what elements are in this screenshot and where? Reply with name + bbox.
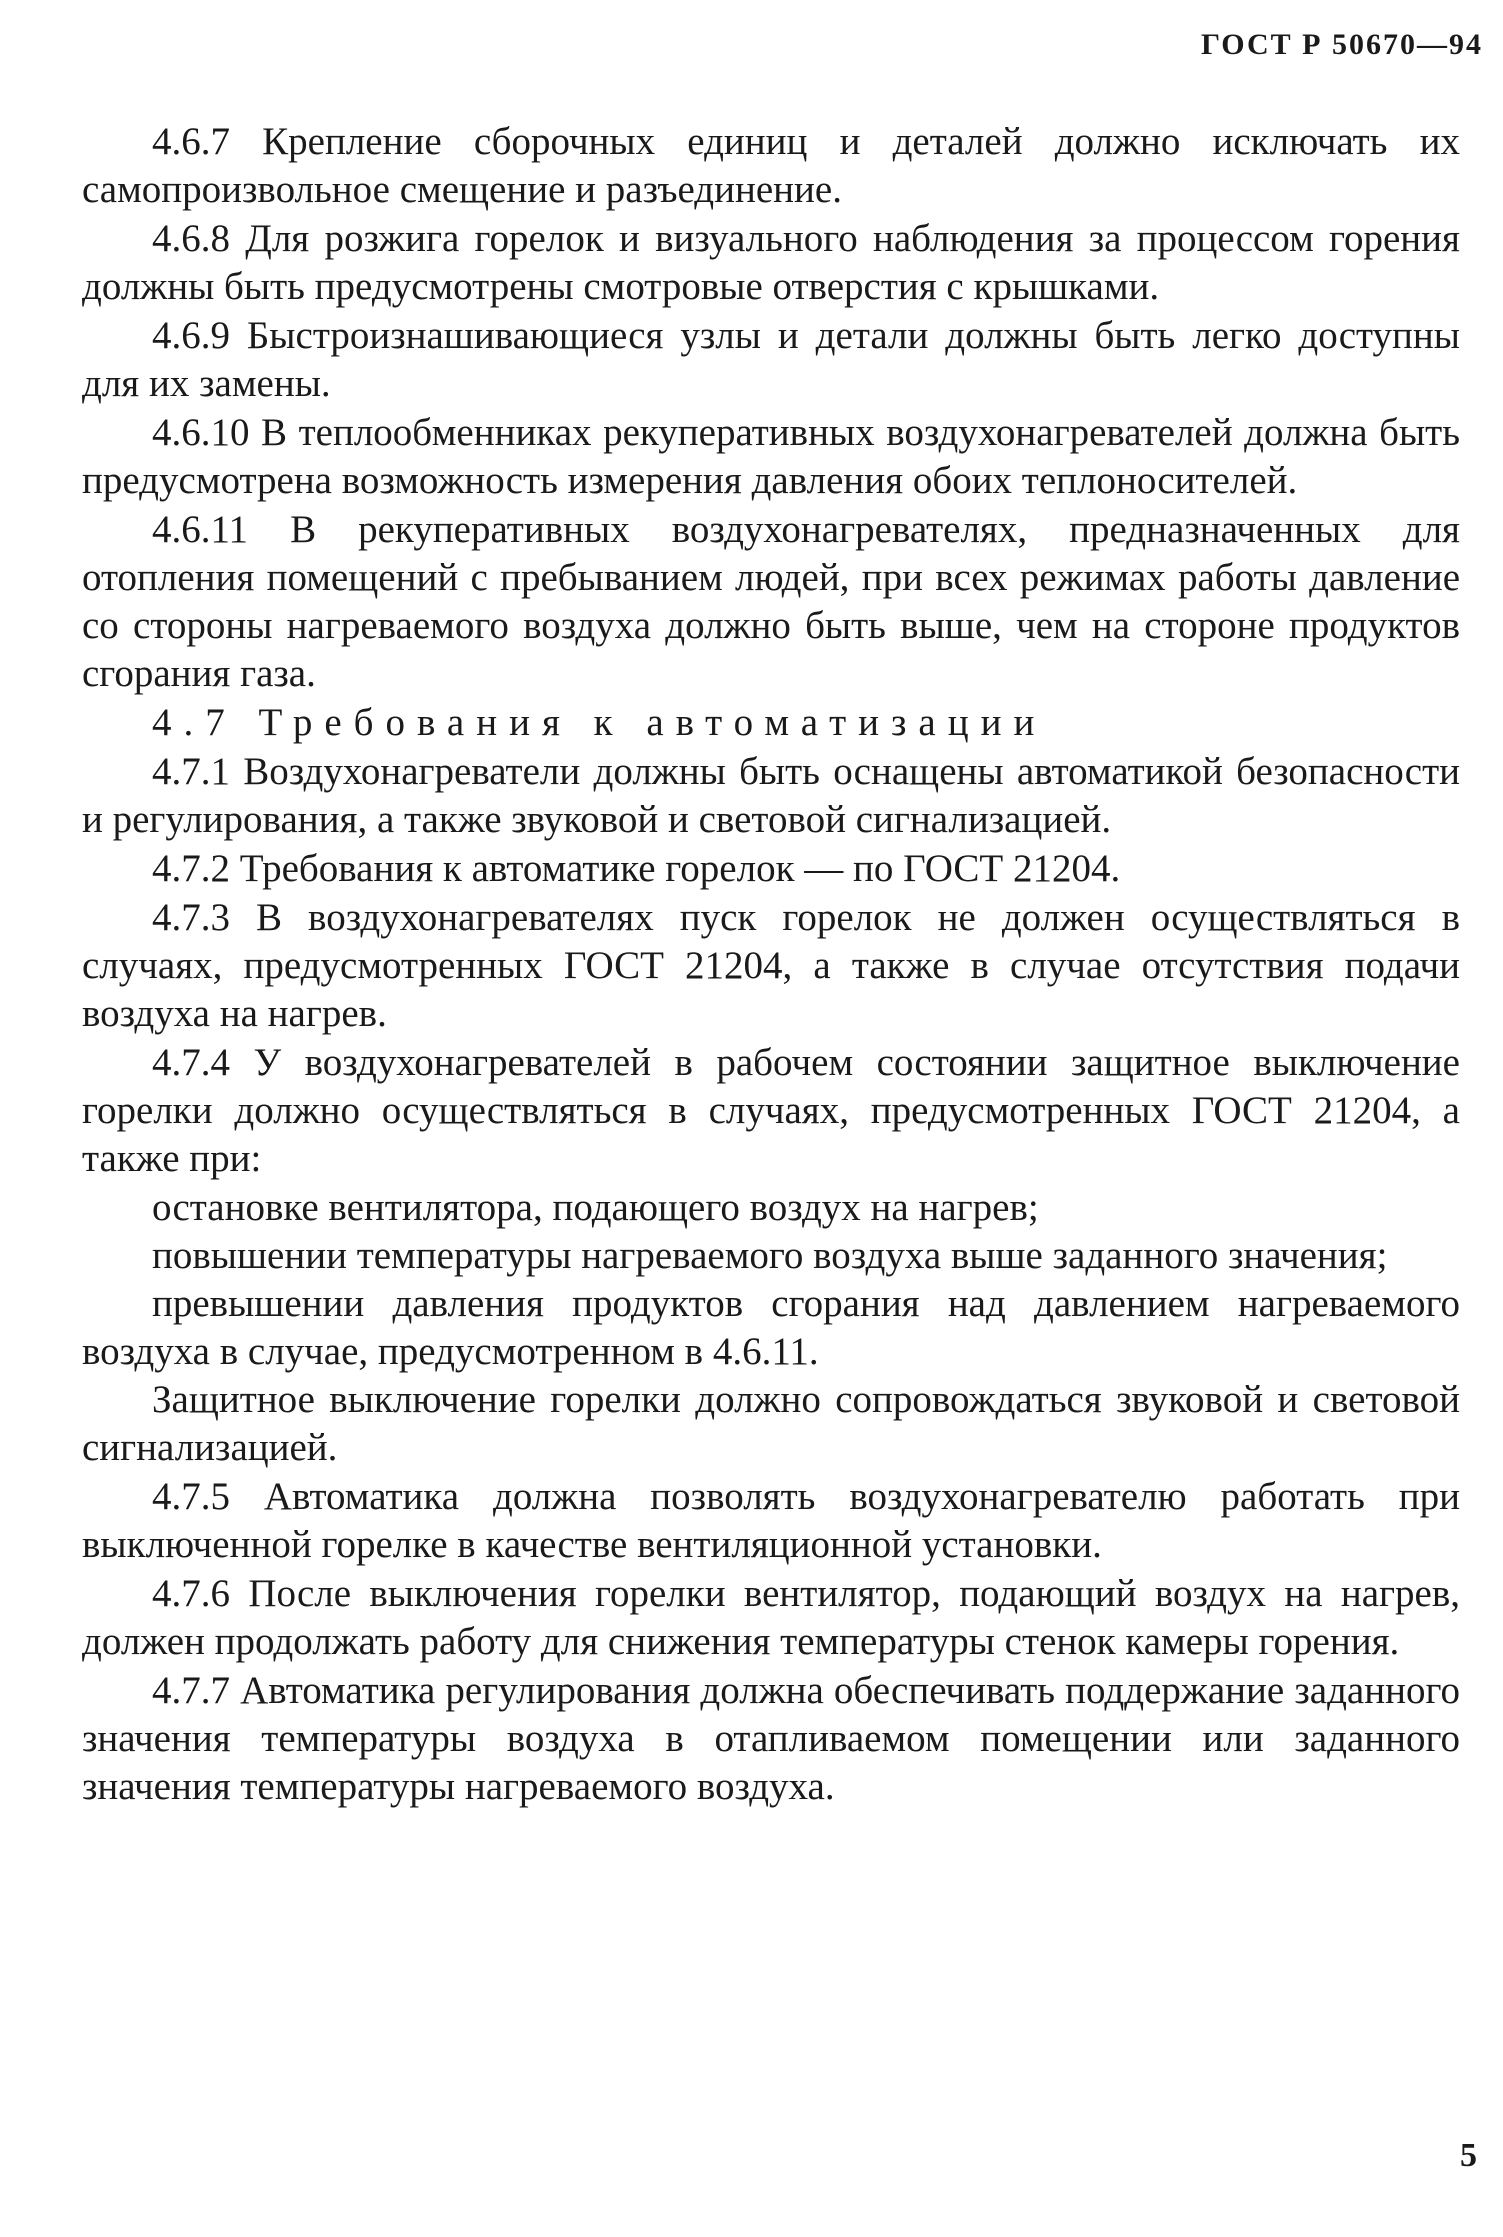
clause-4-7-5: 4.7.5 Автоматика должна позволять воздухонагревателю работать при выключенной горелке в качестве вентиляционной установки. xyxy=(82,1475,1460,1566)
list-item-pressure-excess: превышении давления продуктов сгорания над давлением нагреваемого воздуха в случае, предусмотренном в 4.6.11. xyxy=(82,1282,1460,1373)
clause-4-6-11: 4.6.11 В рекуперативных воздухонагревателях, предназначенных для отопления помещений с пребыванием людей, при всех режимах работы давление со стороны нагреваемого воздуха должно быть выше, чем на стороне продуктов сгорания газа. xyxy=(82,508,1460,695)
list-item-fan-stop: остановке вентилятора, подающего воздух на нагрев; xyxy=(152,1186,1039,1229)
clause-4-7-4-signal-note: Защитное выключение горелки должно сопровождаться звуковой и световой сигнализацией. xyxy=(82,1378,1460,1469)
clause-4-6-10: 4.6.10 В теплообменниках рекуперативных воздухонагревателей должна быть предусмотрена возможность измерения давления обоих теплоносителей. xyxy=(82,411,1460,502)
document-header: ГОСТ Р 50670—94 xyxy=(1200,28,1483,61)
clause-4-7-1: 4.7.1 Воздухонагреватели должны быть оснащены автоматикой безопасности и регулирования, а также звуковой и световой сигнализацией. xyxy=(82,750,1460,841)
clause-4-7-7: 4.7.7 Автоматика регулирования должна обеспечивать поддержание заданного значения температуры воздуха в отапливаемом помещении или заданного значения температуры нагреваемого воздуха. xyxy=(82,1669,1460,1808)
page-number: 5 xyxy=(1460,2137,1477,2174)
section-heading-4-7: 4.7 Требования к автоматизации xyxy=(152,701,1047,744)
document-body xyxy=(82,118,1460,1812)
clause-4-7-3: 4.7.3 В воздухонагревателях пуск горелок не должен осуществляться в случаях, предусмотренных ГОСТ 21204, а также в случае отсутствия подачи воздуха на нагрев. xyxy=(82,896,1460,1035)
clause-4-7-2: 4.7.2 Требования к автоматике горелок — по ГОСТ 21204. xyxy=(152,847,1121,890)
clause-4-7-4: 4.7.4 У воздухонагревателей в рабочем состоянии защитное выключение горелки должно осуществляться в случаях, предусмотренных ГОСТ 21204, а также при: xyxy=(82,1041,1460,1180)
list-item-temperature-rise: повышении температуры нагреваемого воздуха выше заданного значения; xyxy=(152,1234,1388,1277)
clause-4-6-9: 4.6.9 Быстроизнашивающиеся узлы и детали должны быть легко доступны для их замены. xyxy=(82,314,1460,405)
clause-4-6-7: 4.6.7 Крепление сборочных единиц и деталей должно исключать их самопроизвольное смещение и разъединение. xyxy=(82,120,1460,211)
clause-4-6-8: 4.6.8 Для розжига горелок и визуального наблюдения за процессом горения должны быть предусмотрены смотровые отверстия с крышками. xyxy=(82,217,1460,308)
clause-4-7-6: 4.7.6 После выключения горелки вентилятор, подающий воздух на нагрев, должен продолжать работу для снижения температуры стенок камеры горения. xyxy=(82,1572,1460,1663)
